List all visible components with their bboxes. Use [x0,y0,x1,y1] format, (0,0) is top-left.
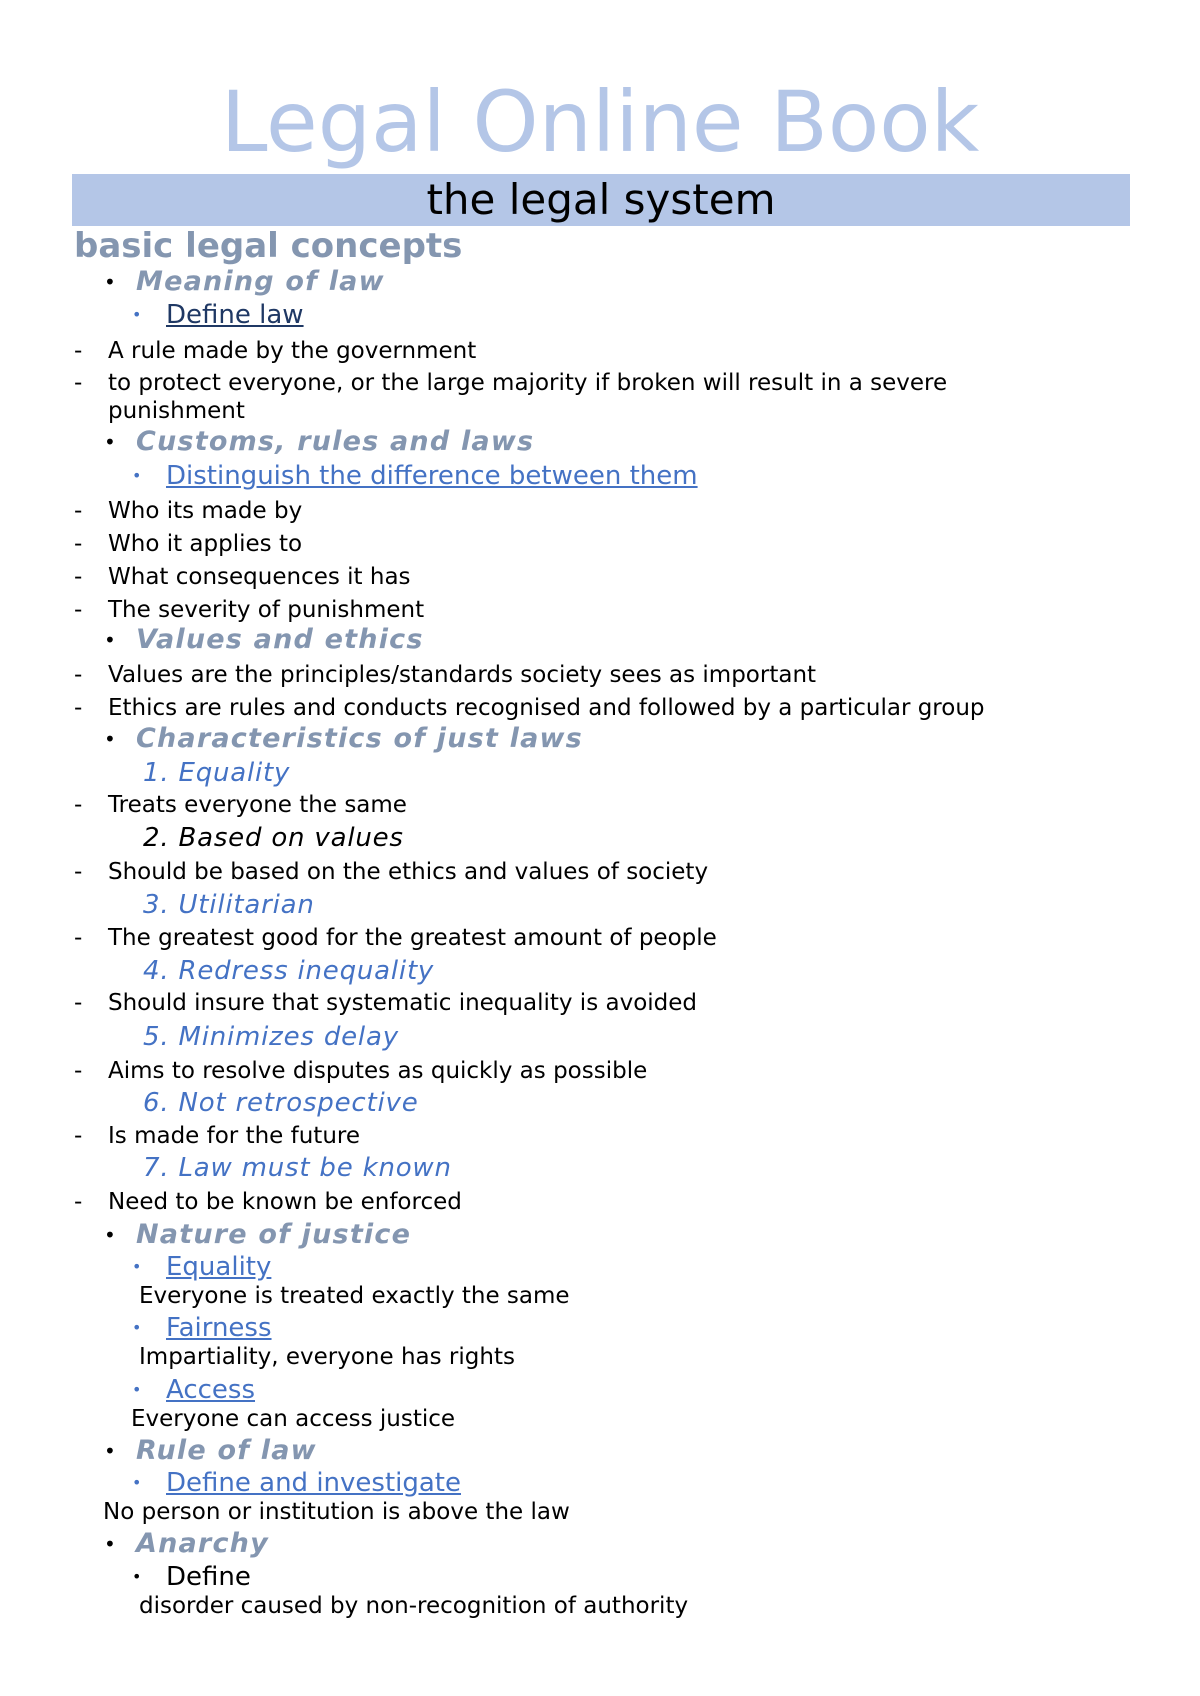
dash-icon: - [74,792,83,818]
bullet-icon: • [132,1567,142,1586]
list-item: A rule made by the government [108,338,477,364]
dash-icon: - [74,990,83,1016]
document-title: Legal Online Book [220,73,980,171]
list-item: Who it applies to [108,531,303,557]
bullet-icon: • [104,1223,116,1247]
link-equality[interactable]: Equality [166,1252,272,1282]
dash-icon: - [74,859,83,885]
list-item: The greatest good for the greatest amount of people [108,925,717,951]
bullet-icon: • [132,1380,142,1399]
heading-meaning-of-law: Meaning of law [136,266,385,297]
list-item: Should insure that systematic inequality is avoided [108,990,698,1016]
link-distinguish-difference[interactable]: Distinguish the difference between them [166,461,698,491]
anarchy-define: Define [166,1562,251,1592]
bullet-icon: • [132,305,142,324]
bullet-icon: • [104,430,116,454]
bullet-icon: • [104,1439,116,1463]
list-item: What consequences it has [108,564,411,590]
bullet-icon: • [104,270,116,294]
list-item: Treats everyone the same [108,792,407,818]
heading-values-ethics: Values and ethics [136,624,424,655]
heading-customs-rules-laws: Customs, rules and laws [136,426,535,457]
band-title: the legal system [426,175,776,224]
justice-description: Impartiality, everyone has rights [139,1344,515,1370]
just-law-label: 3. Utilitarian [143,890,315,920]
heading-anarchy: Anarchy [136,1528,269,1559]
dash-icon: - [74,564,83,590]
link-define-investigate[interactable]: Define and investigate [166,1468,461,1498]
dash-icon: - [74,662,83,688]
list-item: Who its made by [108,498,303,524]
link-access[interactable]: Access [166,1375,256,1405]
just-law-label: 6. Not retrospective [143,1088,419,1118]
bullet-icon: • [132,1257,142,1276]
bullet-icon: • [132,1473,142,1492]
list-item: Ethics are rules and conducts recognised and followed by a particular group [108,695,985,721]
just-law-label: 2. Based on values [143,823,404,853]
just-law-label: 7. Law must be known [143,1153,452,1183]
dash-icon: - [74,925,83,951]
dash-icon: - [74,1123,83,1149]
dash-icon: - [74,597,83,623]
justice-description: Everyone is treated exactly the same [139,1283,570,1309]
link-fairness[interactable]: Fairness [166,1313,272,1343]
list-item-continued: punishment [108,398,245,424]
list-item: Need to be known be enforced [108,1189,462,1215]
heading-just-laws: Characteristics of just laws [136,723,583,754]
dash-icon: - [74,1189,83,1215]
dash-icon: - [74,531,83,557]
just-law-label: 1. Equality [143,758,291,788]
link-define-law[interactable]: Define law [166,300,304,330]
heading-rule-of-law: Rule of law [136,1435,317,1466]
dash-icon: - [74,1058,83,1084]
list-item: Is made for the future [108,1123,361,1149]
list-item: Should be based on the ethics and values of society [108,859,709,885]
bullet-icon: • [104,727,116,751]
anarchy-description: disorder caused by non-recognition of authority [139,1593,689,1619]
bullet-icon: • [132,1318,142,1337]
just-law-label: 5. Minimizes delay [143,1022,399,1052]
dash-icon: - [74,370,83,396]
list-item: Values are the principles/standards society sees as important [108,662,817,688]
list-item: to protect everyone, or the large majority if broken will result in a severe [108,370,948,396]
dash-icon: - [74,338,83,364]
rule-of-law-description: No person or institution is above the law [103,1499,570,1525]
bullet-icon: • [104,1532,116,1556]
list-item: The severity of punishment [108,597,425,623]
just-law-label: 4. Redress inequality [143,956,435,986]
section-title: basic legal concepts [74,226,463,266]
list-item: Aims to resolve disputes as quickly as possible [108,1058,648,1084]
bullet-icon: • [132,466,142,485]
dash-icon: - [74,498,83,524]
heading-nature-of-justice: Nature of justice [136,1219,412,1250]
justice-description: Everyone can access justice [131,1406,456,1432]
bullet-icon: • [104,628,116,652]
dash-icon: - [74,695,83,721]
